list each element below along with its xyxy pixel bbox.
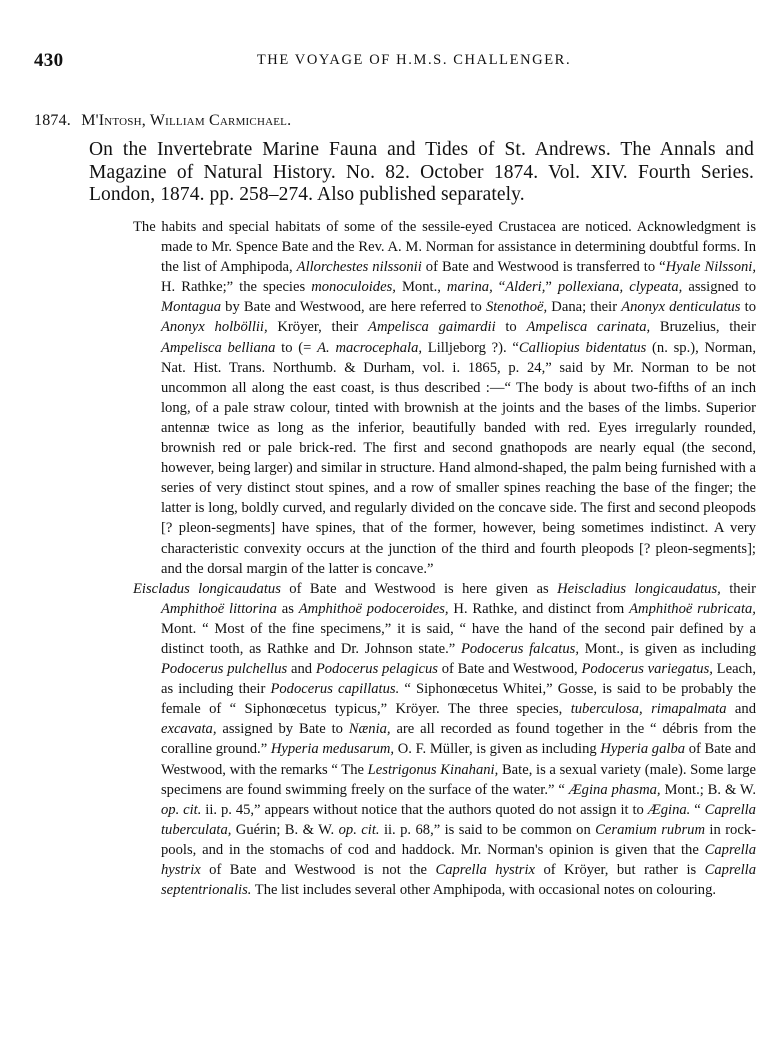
genus-name: Ægina. (647, 801, 691, 818)
text-run: Leach, as including their (161, 661, 756, 698)
entry-author: M'Intosh, William Carmichael. (81, 112, 292, 129)
species-name: Eiscladus longicaudatus (133, 580, 281, 597)
text-run: of Bate and Westwood, with the remarks “ The (161, 741, 756, 778)
species-name: Ægina phasma, (568, 781, 661, 798)
text-run: assigned by Bate to (216, 721, 349, 738)
text-run: H. Rathke, and distinct from (448, 600, 630, 617)
text-run: of Bate and Westwood is not the (200, 862, 436, 878)
species-name: excavata, (161, 721, 217, 738)
species-name: Caprella hystrix (435, 862, 535, 878)
text-run: in rock-pools, and in the stomachs of cod and haddock. Mr. Norman's opinion is given that the (161, 821, 756, 858)
text-run: are all recorded as found together in the “ débris from the coralline ground.” (161, 721, 756, 758)
text-run: to (= (275, 339, 318, 356)
species-name: Ceramium rubrum (595, 821, 705, 838)
text-run: “ Siphonœcetus Whitei,” Gosse, is said to be probably the female of “ Siphonœcetus typicus,” Kröyer. The three species, (161, 681, 756, 718)
text-run: ” (545, 279, 558, 296)
running-head (34, 50, 754, 72)
species-name: Allorchestes nilssonii (296, 259, 422, 276)
species-name: Anonyx denticulatus (621, 299, 741, 316)
text-run: H. Rathke;” the species (161, 279, 312, 296)
text-run: “ (690, 801, 705, 818)
text-run: Mont., (395, 279, 447, 296)
species-name: Anonyx holböllii, (161, 319, 268, 336)
abstract (133, 217, 756, 900)
text-run: as (276, 600, 299, 617)
species-name: Hyperia galba (600, 741, 686, 758)
species-name: Lestrigonus Kinahani, (367, 761, 499, 778)
citation-abbrev: op. cit. (338, 821, 380, 838)
species-name: Hyale Nilssoni, (665, 259, 756, 276)
text-run: O. F. Müller, is given as including (394, 741, 601, 758)
species-name: Hyperia medusarum, (270, 741, 395, 758)
species-name: pollexiana, clypeata, (557, 279, 683, 296)
text-run: Bate, is a sexual variety (male). Some large specimens are found swimming freely on the surface of the water.” “ (161, 761, 756, 798)
species-name: Podocerus pulchellus (161, 661, 288, 678)
text-run: Kröyer, their (267, 319, 369, 336)
genus-name: Montagua (161, 299, 221, 316)
text-run: Guérin; B. & W. (231, 821, 339, 838)
species-name: Ampelisca belliana (161, 339, 276, 356)
species-name: Amphithoë podoceroides, (298, 600, 449, 617)
text-run: by Bate and Westwood, are here referred to (221, 299, 486, 316)
text-run: “ (492, 279, 506, 296)
species-name: Ampelisca carinata, (526, 319, 651, 336)
text-run: The habits and special habitats of some of the sessile-eyed Crustacea are noticed. Acknowledgment is made to Mr. Spence Bate and the Rev. A. M. Norman for assistance in determining doubtful forms. In the list of Amphipoda, (133, 219, 756, 276)
text-run: Dana; their (547, 299, 622, 316)
abstract-paragraph-1 (133, 217, 756, 579)
citation: On the Invertebrate Marine Fauna and Tides of St. Andrews. The Annals and Magazine of Natural History. No. 82. October 1874. Vol. XIV. Fourth Series. London, 1874. pp. 258–274. Also published separately. (89, 139, 754, 205)
genus-name: Nænia, (348, 721, 391, 738)
text-run: and (287, 661, 316, 678)
genus-name: Stenothoë, (485, 299, 548, 316)
text-run: ii. p. 45,” appears without notice that the authors quoted do not assign it to (201, 801, 648, 818)
species-name: tuberculosa, rimapalmata (570, 701, 727, 718)
species-name: marina, (446, 279, 493, 296)
abstract-paragraph-2 (133, 579, 756, 901)
page-number: 430 (34, 50, 64, 71)
species-name: Amphithoë rubricata, (629, 600, 756, 617)
journal-title: THE VOYAGE OF H.M.S. CHALLENGER. (256, 52, 572, 68)
text-run: Mont., is given as including (578, 640, 756, 657)
species-name: Caprella tuberculata, (161, 801, 756, 838)
text-run: of Kröyer, but rather is (535, 862, 705, 878)
species-name: Caprella hystrix (161, 841, 756, 878)
text-run: to (740, 299, 756, 316)
text-run: The list includes several other Amphipoda, with occasional notes on colouring. (251, 882, 717, 899)
species-name: Podocerus capillatus. (270, 681, 400, 698)
text-run: and (726, 701, 756, 718)
text-run: to (495, 319, 527, 336)
text-run: Mont. “ Most of the fine specimens,” it is said, “ have the hand of the second pair defined by a distinct tooth, as Rathke and Dr. Johnson state.” (161, 620, 756, 657)
text-run: Mont.; B. & W. (660, 781, 757, 798)
text-run: Lilljeborg ?). “ (422, 339, 519, 356)
species-name: Heiscladius longicaudatus, (557, 580, 721, 597)
entry-year: 1874. (34, 112, 71, 129)
text-run: of Bate and Westwood is transferred to “ (421, 259, 666, 276)
citation-abbrev: op. cit. (161, 801, 202, 818)
species-name: A. macrocephala, (317, 339, 423, 356)
species-name: Caprella septentrionalis. (161, 862, 756, 899)
entry-heading (34, 112, 754, 130)
species-name: Podocerus falcatus, (460, 640, 579, 657)
text-run: ii. p. 68,” is said to be common on (379, 821, 596, 838)
text-run: Bruzelius, their (650, 319, 756, 336)
species-name: Podocerus pelagicus (315, 661, 438, 678)
species-name: monoculoides, (311, 279, 396, 296)
text-run: their (720, 580, 756, 597)
species-name: Calliopius bidentatus (518, 339, 647, 356)
text-run: of Bate and Westwood is here given as (280, 580, 558, 597)
text-run: assigned to (682, 279, 756, 296)
species-name: Ampelisca gaimardii (368, 319, 496, 336)
species-name: Amphithoë littorina (161, 600, 277, 617)
text-run: of Bate and Westwood, (437, 661, 582, 678)
species-name: Alderi, (505, 279, 546, 296)
text-run: (n. sp.), Norman, Nat. Hist. Trans. Northumb. & Durham, vol. i. 1865, p. 24,” said by Mr. Norman to be not uncommon all along the east coast, is thus described :—“ The body is about two-fifths of an inch long, of a pale straw colour, tinted with brownish at the joints and the bases of the limbs. Superior antennæ twice as long as the inferior, beautifully banded with red. Eyes irregularly rounded, brownish red or pale brick-red. The first and second gnathopods are nearly equal (the second, however, being larger) and similar in structure. Hand almond-shaped, the palm being furnished with a series of very distinct stout spines, and a row of smaller spines reaching the base of the finger; the latter is long, boldly curved, and regularly divided on the concave side. The first and second pleopods [? pleon-segments] have spines, that of the former, however, being sometimes indistinct. A very characteristic convexity occurs at the junction of the third and fourth pleopods [? pleon-segments]; and the dorsal margin of the latter is concave.” (161, 339, 756, 577)
species-name: Podocerus variegatus, (581, 661, 713, 678)
